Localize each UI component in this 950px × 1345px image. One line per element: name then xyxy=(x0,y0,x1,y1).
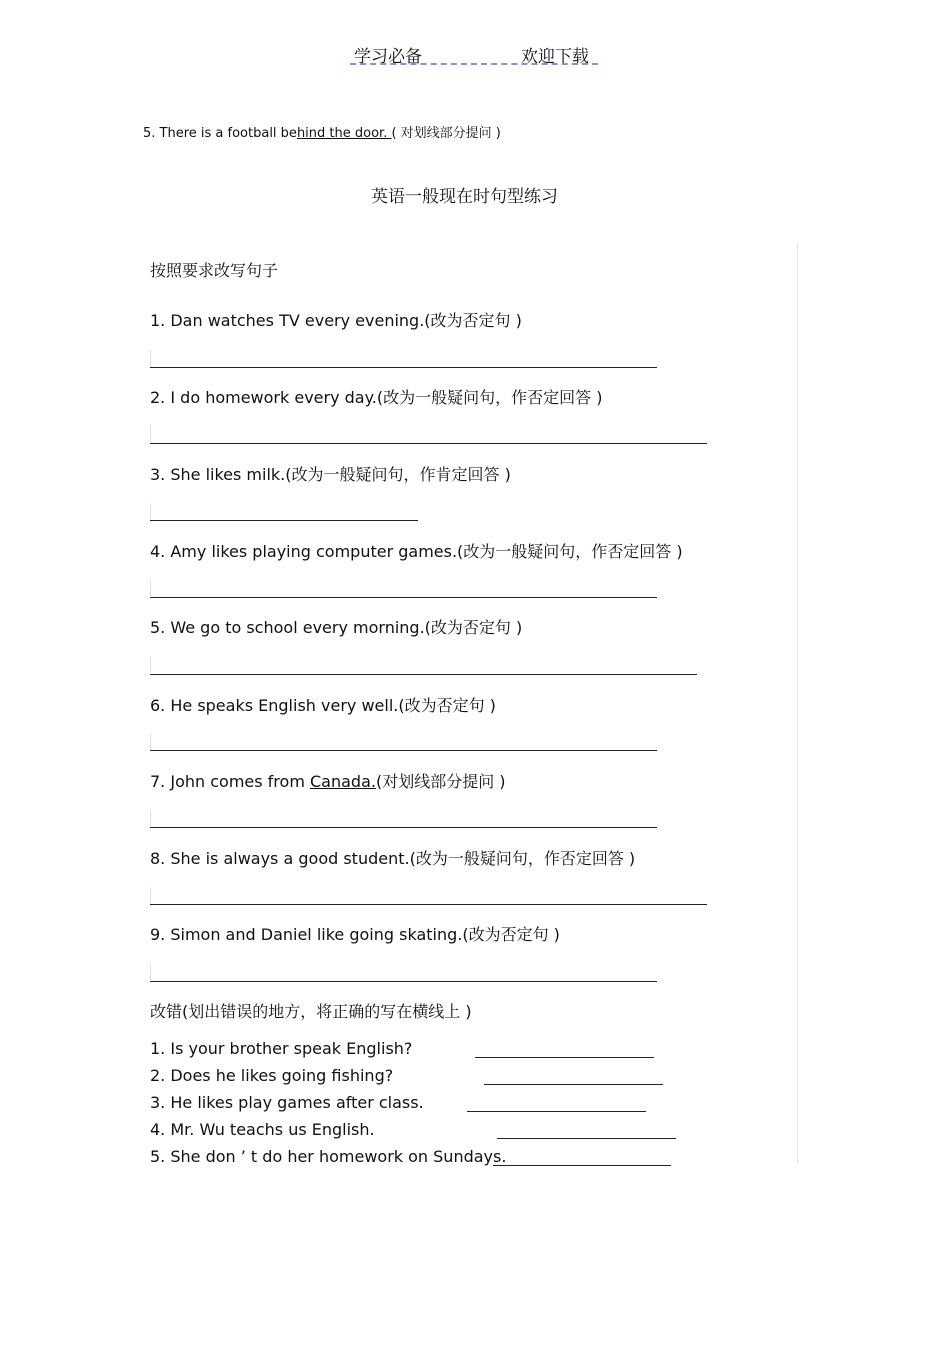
header-right-text: 欢迎下载 xyxy=(521,47,589,67)
answer-line-2[interactable] xyxy=(150,443,707,444)
answer-margin-mark xyxy=(150,887,151,903)
answer-margin-mark xyxy=(150,350,151,366)
top-question-underlined: hind the door. xyxy=(296,126,392,141)
error-item-3: 3. He likes play games after class. xyxy=(150,1093,424,1112)
answer-line-6[interactable] xyxy=(150,750,657,751)
answer-line-5[interactable] xyxy=(150,674,697,675)
answer-margin-mark xyxy=(150,425,151,441)
answer-line-1[interactable] xyxy=(150,367,657,368)
answer-margin-mark xyxy=(150,580,151,596)
header-dashed-rule xyxy=(350,63,598,65)
header-left-text: 学习必备 xyxy=(354,47,422,67)
question-6: 6. He speaks English very well.(改为否定句 ) xyxy=(150,696,496,715)
error-item-1: 1. Is your brother speak English? xyxy=(150,1039,413,1058)
question-7-before: 7. John comes from xyxy=(150,772,310,791)
correction-blank-5[interactable] xyxy=(493,1165,671,1166)
page-title: 英语一般现在时句型练习 xyxy=(371,187,558,207)
correction-blank-4[interactable] xyxy=(497,1138,676,1139)
question-7 xyxy=(150,769,506,792)
top-question xyxy=(143,122,501,141)
answer-margin-mark xyxy=(150,733,151,749)
question-7-after: (对划线部分提问 ) xyxy=(375,772,506,791)
error-item-4: 4. Mr. Wu teachs us English. xyxy=(150,1120,375,1139)
error-item-2: 2. Does he likes going fishing? xyxy=(150,1066,394,1085)
top-question-instruction: ( 对划线部分提问 ) xyxy=(391,126,501,141)
section2-heading: 改错(划出错误的地方，将正确的写在横线上 ) xyxy=(150,1002,472,1021)
question-2: 2. I do homework every day.(改为一般疑问句，作否定回答 ) xyxy=(150,388,603,407)
answer-line-9[interactable] xyxy=(150,981,657,982)
answer-line-8[interactable] xyxy=(150,904,707,905)
answer-line-3[interactable] xyxy=(150,520,418,521)
question-9: 9. Simon and Daniel like going skating.(改为否定句 ) xyxy=(150,925,560,944)
question-1: 1. Dan watches TV every evening.(改为否定句 ) xyxy=(150,311,522,330)
top-question-prefix: 5. There is a football be xyxy=(143,126,297,141)
answer-margin-mark xyxy=(150,810,151,826)
answer-margin-mark xyxy=(150,503,151,519)
question-8: 8. She is always a good student.(改为一般疑问句，作否定回答 ) xyxy=(150,849,636,868)
right-margin-rule xyxy=(797,243,798,1163)
error-item-5: 5. She don ’ t do her homework on Sundays. xyxy=(150,1147,507,1166)
section1-heading: 按照要求改写句子 xyxy=(150,261,279,280)
answer-line-7[interactable] xyxy=(150,827,657,828)
answer-line-4[interactable] xyxy=(150,597,657,598)
correction-blank-2[interactable] xyxy=(484,1084,663,1085)
question-7-underlined: Canada. xyxy=(309,772,376,791)
correction-blank-3[interactable] xyxy=(467,1111,646,1112)
question-3: 3. She likes milk.(改为一般疑问句，作肯定回答 ) xyxy=(150,465,511,484)
answer-margin-mark xyxy=(150,657,151,673)
answer-margin-mark xyxy=(150,964,151,980)
question-5: 5. We go to school every morning.(改为否定句 ) xyxy=(150,618,523,637)
question-4: 4. Amy likes playing computer games.(改为一般疑问句，作否定回答 ) xyxy=(150,542,683,561)
correction-blank-1[interactable] xyxy=(475,1057,654,1058)
